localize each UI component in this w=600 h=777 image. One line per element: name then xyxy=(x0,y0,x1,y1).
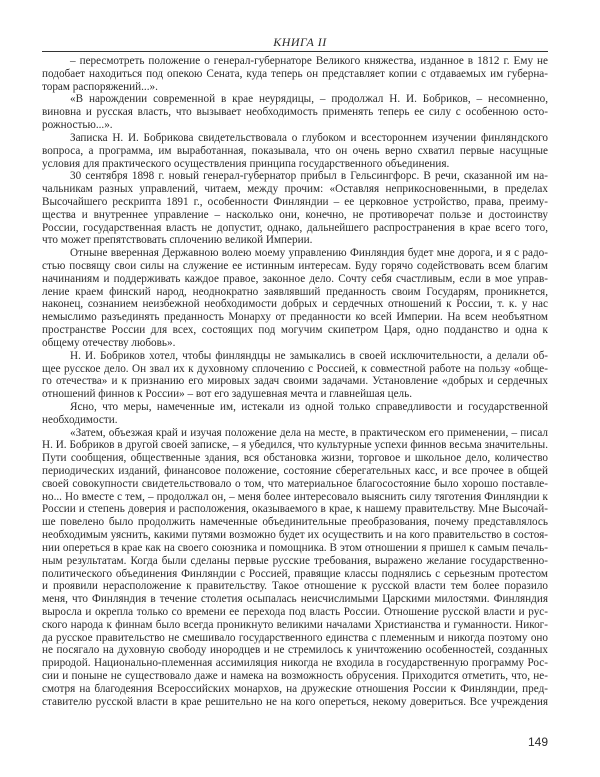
text-line: го отечества» и к признанию его мировых задач своими задачами. Установление «добрых и сердечных xyxy=(42,375,548,388)
text-line: торам распоряжений...». xyxy=(42,80,158,93)
text-line: немыслимо разъединять преданность Монарху от преданности ко всей Империи. На всем необъятном xyxy=(42,311,548,324)
text-line: Пути сообщения, общественные здания, вся обстановка жизни, торговое и школьное дело, количество xyxy=(42,452,548,465)
text-line: России, государственная власть не допустит, однако, дальнейшего распространения в крае всего того, xyxy=(42,221,548,234)
text-line: стью посвящу свои силы на служение ее истинным интересам. Буду горячо содействовать всем благим xyxy=(42,260,548,272)
paragraph xyxy=(42,170,548,247)
text-line: отношений финнов к России» – вот его задушевная мечта и главнейшая цель. xyxy=(42,388,413,401)
text-line: меня, что Финляндия в течение столетия осыпалась неисчислимыми Царскими милостями. Финляндия xyxy=(42,593,548,606)
text-line: «В нарождении современной в крае неурядицы, – продолжал Н. И. Бобриков, – несомненно, xyxy=(70,93,548,106)
text-line: рожностью...». xyxy=(42,119,113,132)
text-line: Высочайшего рескрипта 1891 г., особенности Финляндии – ее церковное устройство, права, преиму- xyxy=(42,195,548,208)
text-line: своей совокупности свидетельствовало о том, что материальное благосостояние было хорошо поставле- xyxy=(42,477,548,490)
text-line: что может препятствовать сплочению великой Империи. xyxy=(42,234,313,247)
text-line: ным результатам. Когда были сделаны первые русские требования, выражено желание государственно- xyxy=(42,554,548,567)
text-line: политического объединения Финляндии с Россией, правящие классы поднялись с серьезным протестом xyxy=(42,567,548,580)
text-line: ше повелено было продолжить намеченные объединительные преобразования, почему представлялось xyxy=(42,516,548,529)
paragraph xyxy=(42,93,548,131)
text-line: Записка Н. И. Бобрикова свидетельствовала о глубоком и всестороннем изучении финляндского xyxy=(70,131,548,144)
paragraph xyxy=(42,132,548,170)
running-header: КНИГА II xyxy=(273,35,327,49)
text-line: «Затем, объезжая край и изучая положение дела на месте, в практическом его применении, – писал xyxy=(70,426,548,439)
page-number: 149 xyxy=(527,735,548,749)
paragraph xyxy=(42,55,548,93)
text-line: но... Но вместе с тем, – продолжал он, – меня более интересовало выяснить силу тяготения Финляндии к xyxy=(42,490,548,503)
text-line: вопроса, а программа, им выработанная, показывала, что он очень верно схватил первые насущные xyxy=(42,144,548,157)
text-line: ского народа к финнам было всегда проникнуто великими началами Христианства и гуманности. Никог- xyxy=(42,618,548,631)
text-line: 30 сентября 1898 г. новый генерал-губернатор прибыл в Гельсингфорс. В речи, сказанной им на- xyxy=(70,170,548,183)
text-line: периодических изданий, финансовое положение, состояние сберегательных касс, и все прочее в общей xyxy=(42,465,548,477)
paragraph xyxy=(42,427,548,709)
text-line: условия для практического осуществления принципа государственного объединения. xyxy=(42,157,450,170)
paragraph xyxy=(42,247,548,350)
text-line: подобает находиться под опекою Сената, куда теперь он представляет копии с отдаваемых им губерна- xyxy=(42,67,548,80)
text-line: чальникам разных управлений, читаем, между прочим: «Оставляя неприкосновенными, в пределах xyxy=(42,183,548,196)
text-line: наконец, сознанием неизбежной необходимости добрых и сердечных отношений к России, т. к. у нас xyxy=(42,298,548,311)
text-line: пространстве России для всех, состоящих под могучим скипетром Царя, одно подданство и одна к xyxy=(42,324,548,337)
text-line: необходимым уяснить, какими путями возможно будет их осуществить и на кого правительство в состоя- xyxy=(42,529,548,542)
text-line: выросла и окрепла только со времени ее перехода под власть России. Отношение русской власти и рус- xyxy=(42,605,548,618)
text-line: не посягало на духовную свободу инородцев и не стремилось к уничтожению особенностей, созданных xyxy=(42,644,548,657)
text-line: начинаниям и поддерживать каждое правое, законное дело. Сочту себя счастливым, если в мое управ- xyxy=(42,272,548,285)
text-line: природой. Национально-племенная ассимиляция никогда не входила в государственную программу Рос- xyxy=(42,657,548,670)
text-line: и проявили нерасположение к правительству. Такое отношение к русской власти тем более поразило xyxy=(42,580,548,593)
body-text xyxy=(42,55,548,708)
text-line: Ясно, что меры, намеченные им, истекали из одной только справедливости и государственной xyxy=(70,400,548,413)
text-line: смотря на благодеяния Всероссийских монархов, на дружеские отношения России к Финляндии, пред- xyxy=(42,682,548,695)
text-line: Н. И. Бобриков хотел, чтобы финляндцы не замыкались в своей исключительности, а делали об- xyxy=(70,349,548,362)
text-line: ление краем финский народ, неоднократно заявлявший преданность своим Государям, проникнется, xyxy=(42,285,548,298)
text-line: Отныне вверенная Державною волею моему управлению Финляндия будет мне дорога, и я с радо- xyxy=(70,247,548,260)
text-line: нии опереться в крае как на своего союзника и помощника. В этом отношении я пришел к самым печаль- xyxy=(42,541,548,554)
paragraph xyxy=(42,401,548,427)
text-line: общему отечеству любовь». xyxy=(42,336,176,349)
text-line: России и степень доверия и расположения, оказываемого в крае, к нашему правительству. Мне Высочай- xyxy=(42,503,548,516)
text-line: Н. И. Бобриков в другой своей записке, – я убедился, что культурные успехи финнов весьма значительны. xyxy=(42,439,548,452)
text-line: щества и внутреннее управление – насколько они, конечно, не противоречат пользе и достоинству xyxy=(42,208,548,221)
text-line: – пересмотреть положение о генерал-губернаторе Великого княжества, изданное в 1812 г. Ему не xyxy=(70,55,548,67)
text-line: щее русское дело. Он звал их к духовному сплочению с Россией, к совместной работе на пользу «обще- xyxy=(42,362,548,375)
header-divider xyxy=(42,51,548,52)
text-line: необходимости. xyxy=(42,413,118,426)
text-line: да русское правительство не смешивало государственного единства с племенным и никогда поэтому оно xyxy=(42,631,548,644)
text-line: виновна и русская власть, что вызывает необходимость применять теперь ее силу с особенною осто- xyxy=(42,106,548,119)
text-line: ставителю русской власти в крае решительно не на кого опереться, некому довериться. Все учреждения xyxy=(42,695,548,708)
text-line: сии и поныне не существовало даже и намека на возможность обрусения. Приходится отметить, что, не- xyxy=(42,670,548,682)
paragraph xyxy=(42,350,548,401)
